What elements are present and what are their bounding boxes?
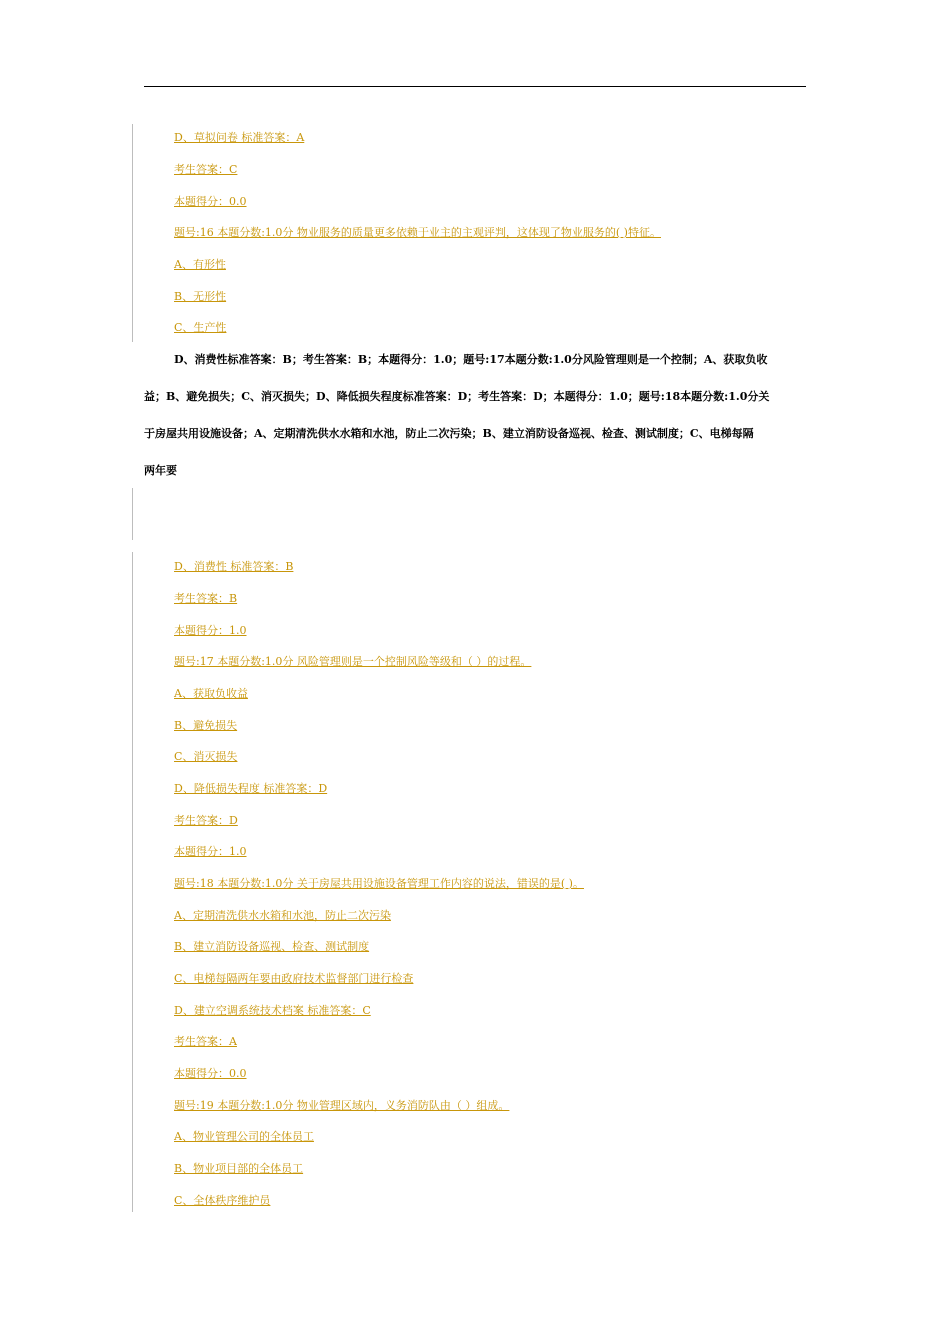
list-item[interactable] [174,750,237,764]
item-link[interactable]: B、建立消防设备巡视、检查、测试制度 [174,940,370,953]
list-item[interactable] [174,877,584,891]
list-item[interactable] [174,687,248,701]
left-border-line [132,488,133,540]
list-item[interactable] [174,321,226,335]
item-link[interactable]: 本题得分：0.0 [174,195,247,208]
list-item[interactable] [174,1099,509,1113]
list-item[interactable] [174,1035,237,1049]
item-link[interactable]: B、物业项目部的全体员工 [174,1162,304,1175]
list-item[interactable] [174,163,237,177]
item-link[interactable]: C、生产性 [174,321,227,334]
item-link[interactable]: B、无形性 [174,290,227,303]
item-link[interactable]: 考生答案：A [174,1035,237,1048]
list-item[interactable] [174,782,327,796]
list-item[interactable] [174,560,293,574]
item-link[interactable]: A、获取负收益 [174,687,248,700]
list-item[interactable] [174,290,226,304]
item-link[interactable]: 题号:19 本题分数:1.0分 物业管理区域内，义务消防队由（ ）组成。 [174,1099,510,1112]
item-link[interactable]: 考生答案：D [174,814,238,827]
header-rule [144,86,806,87]
item-link[interactable]: 考生答案：B [174,592,238,605]
list-item[interactable] [174,258,226,272]
item-link[interactable]: 题号:18 本题分数:1.0分 关于房屋共用设施设备管理工作内容的说法，错误的是( )。 [174,877,584,890]
item-link[interactable]: D、草拟问卷 标准答案：A [174,131,305,144]
paragraph-line: 于房屋共用设施设备；A、定期清洗供水水箱和水池，防止二次污染；B、建立消防设备巡视、检查、测试制度；C、电梯每隔 [144,427,754,440]
list-item[interactable] [174,719,237,733]
left-border-line [132,552,133,1212]
list-item[interactable] [174,195,247,209]
list-item[interactable] [174,624,247,638]
list-item[interactable] [174,972,413,986]
item-link[interactable]: D、降低损失程度 标准答案：D [174,782,328,795]
list-item[interactable] [174,655,531,669]
item-link[interactable]: 本题得分：1.0 [174,845,247,858]
item-link[interactable]: D、消费性 标准答案：B [174,560,294,573]
item-link[interactable]: B、避免损失 [174,719,238,732]
paragraph-line: 益；B、避免损失；C、消灭损失；D、降低损失程度标准答案：D；考生答案：D；本题得分：1.0；题号:18本题分数:1.0分关 [144,390,770,403]
list-item[interactable] [174,131,304,145]
item-link[interactable]: A、定期清洗供水水箱和水池，防止二次污染 [174,909,391,922]
item-link[interactable]: C、消灭损失 [174,750,238,763]
item-link[interactable]: A、有形性 [174,258,226,271]
list-item[interactable] [174,1130,314,1144]
item-link[interactable]: 考生答案：C [174,163,238,176]
list-item[interactable] [174,814,238,828]
list-item[interactable] [174,226,661,240]
list-item[interactable] [174,909,391,923]
paragraph-line: 两年要 [144,464,177,477]
paragraph-line: D、消费性标准答案：B；考生答案：B；本题得分：1.0；题号:17本题分数:1.0分风险管理则是一个控制；A、获取负收 [174,353,768,366]
item-link[interactable]: 本题得分：1.0 [174,624,247,637]
list-item[interactable] [174,940,369,954]
list-item[interactable] [174,1067,247,1081]
item-link[interactable]: A、物业管理公司的全体员工 [174,1130,314,1143]
item-link[interactable]: 题号:16 本题分数:1.0分 物业服务的质量更多依赖于业主的主观评判，这体现了物业服务的( )特征。 [174,226,661,239]
list-item[interactable] [174,592,237,606]
item-link[interactable]: 题号:17 本题分数:1.0分 风险管理则是一个控制风险等级和（ ）的过程。 [174,655,532,668]
item-link[interactable]: D、建立空调系统技术档案 标准答案：C [174,1004,371,1017]
list-item[interactable] [174,845,247,859]
item-link[interactable]: C、全体秩序维护员 [174,1194,271,1207]
summary-paragraph [144,353,806,501]
item-link[interactable]: 本题得分：0.0 [174,1067,247,1080]
list-item[interactable] [174,1004,371,1018]
item-link[interactable]: C、电梯每隔两年要由政府技术监督部门进行检查 [174,972,414,985]
list-item[interactable] [174,1162,303,1176]
left-border-line [132,124,133,342]
list-item[interactable] [174,1194,270,1208]
